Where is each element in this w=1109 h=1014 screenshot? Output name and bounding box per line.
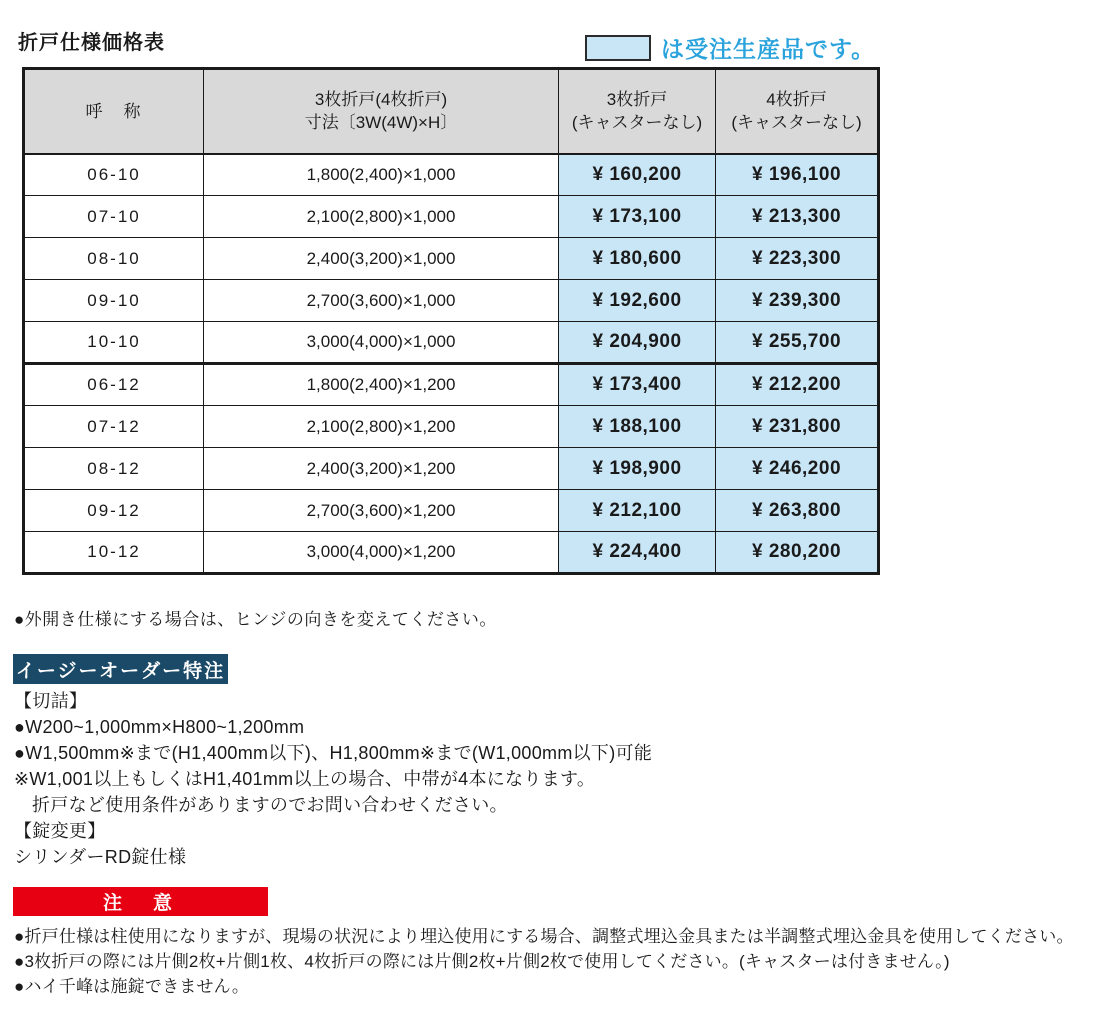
page-header: [0, 0, 1109, 62]
cell-price-3panel: ¥ 160,200: [559, 154, 716, 196]
cell-name: 10-12: [24, 532, 204, 574]
caution-banner-label: 注 意: [102, 893, 178, 914]
cell-price-3panel: ¥ 224,400: [559, 532, 716, 574]
kiritsume-line: 折戸など使用条件がありますのでお問い合わせください。: [32, 795, 508, 815]
table-row: [24, 238, 879, 280]
cell-dimensions: 2,400(3,200)×1,000: [204, 238, 559, 280]
table-row: [24, 196, 879, 238]
legend-label: は受注生産品です。: [661, 36, 876, 62]
cell-dimensions: 2,100(2,800)×1,200: [204, 406, 559, 448]
header-3panel-line2: (キャスターなし): [571, 113, 703, 133]
cell-price-3panel: ¥ 188,100: [559, 406, 716, 448]
cell-name: 07-12: [24, 406, 204, 448]
legend-color-swatch: [585, 35, 651, 61]
header-3panel-line1: 3枚折戸: [606, 90, 668, 110]
cell-price-4panel: ¥ 280,200: [716, 532, 879, 574]
cell-name: 09-10: [24, 280, 204, 322]
price-table: [22, 67, 880, 575]
cell-dimensions: 2,400(3,200)×1,200: [204, 448, 559, 490]
page-title: 折戸仕様価格表: [18, 32, 165, 54]
table-row: [24, 406, 879, 448]
kiritsume-line: ●W1,500mm※まで(H1,400mm以下)、H1,800mm※まで(W1,000mm以下)可能: [14, 743, 653, 763]
cell-price-3panel: ¥ 192,600: [559, 280, 716, 322]
header-name: [24, 69, 204, 154]
easy-order-section: [14, 688, 1109, 870]
caution-item: ●3枚折戸の際には片側2枚+片側1枚、4枚折戸の際には片側2枚+片側2枚で使用してください。(キャスターは付きません。): [14, 952, 950, 971]
cell-dimensions: 2,700(3,600)×1,000: [204, 280, 559, 322]
caution-item: ●ハイ千峰は施錠できません。: [14, 977, 250, 996]
cell-price-4panel: ¥ 239,300: [716, 280, 879, 322]
header-4panel-price: [716, 69, 879, 154]
cell-price-3panel: ¥ 212,100: [559, 490, 716, 532]
cell-name: 07-10: [24, 196, 204, 238]
easy-order-banner: [13, 654, 228, 684]
cell-dimensions: 3,000(4,000)×1,200: [204, 532, 559, 574]
table-header-row: [24, 69, 879, 154]
cell-name: 10-10: [24, 322, 204, 364]
kiritsume-line: ※W1,001以上もしくはH1,401mm以上の場合、中帯が4本になります。: [14, 769, 596, 789]
cell-price-4panel: ¥ 212,200: [716, 364, 879, 406]
table-row: [24, 448, 879, 490]
lock-change-line: シリンダーRD錠仕様: [14, 847, 187, 867]
table-row: [24, 532, 879, 574]
kiritsume-heading: 【切詰】: [14, 691, 88, 711]
cell-name: 09-12: [24, 490, 204, 532]
cell-name: 08-10: [24, 238, 204, 280]
hinge-note: ●外開き仕様にする場合は、ヒンジの向きを変えてください。: [14, 610, 497, 629]
cell-dimensions: 2,100(2,800)×1,000: [204, 196, 559, 238]
cell-dimensions: 2,700(3,600)×1,200: [204, 490, 559, 532]
table-row: [24, 322, 879, 364]
cell-price-4panel: ¥ 213,300: [716, 196, 879, 238]
cell-dimensions: 1,800(2,400)×1,000: [204, 154, 559, 196]
header-dimensions: [204, 69, 559, 154]
lock-change-heading: 【錠変更】: [14, 821, 106, 841]
table-row: [24, 154, 879, 196]
header-3panel-price: [559, 69, 716, 154]
easy-order-banner-label: イージーオーダー特注: [15, 660, 226, 682]
header-4panel-line1: 4枚折戸: [766, 90, 827, 110]
cell-name: 06-12: [24, 364, 204, 406]
caution-item: ●折戸仕様は柱使用になりますが、現場の状況により埋込使用にする場合、調整式埋込金具または半調整式埋込金具を使用してください。: [14, 927, 1074, 946]
header-4panel-line2: (キャスターなし): [731, 113, 862, 133]
cell-price-4panel: ¥ 263,800: [716, 490, 879, 532]
cell-price-3panel: ¥ 198,900: [559, 448, 716, 490]
table-row: [24, 490, 879, 532]
table-row: [24, 280, 879, 322]
cell-price-4panel: ¥ 246,200: [716, 448, 879, 490]
header-name-label: 呼 称: [85, 101, 143, 121]
cell-price-3panel: ¥ 173,100: [559, 196, 716, 238]
cell-price-4panel: ¥ 223,300: [716, 238, 879, 280]
cell-price-4panel: ¥ 255,700: [716, 322, 879, 364]
cell-price-3panel: ¥ 173,400: [559, 364, 716, 406]
cell-name: 08-12: [24, 448, 204, 490]
kiritsume-line: ●W200~1,000mm×H800~1,200mm: [14, 717, 305, 737]
cell-price-4panel: ¥ 231,800: [716, 406, 879, 448]
cell-dimensions: 1,800(2,400)×1,200: [204, 364, 559, 406]
caution-notes: [14, 924, 1109, 999]
cell-price-3panel: ¥ 204,900: [559, 322, 716, 364]
cell-price-4panel: ¥ 196,100: [716, 154, 879, 196]
cell-name: 06-10: [24, 154, 204, 196]
cell-price-3panel: ¥ 180,600: [559, 238, 716, 280]
cell-dimensions: 3,000(4,000)×1,000: [204, 322, 559, 364]
header-dimensions-line2: 寸法〔3W(4W)×H〕: [304, 113, 458, 133]
caution-banner: [13, 887, 268, 916]
header-dimensions-line1: 3枚折戸(4枚折戸): [314, 90, 448, 110]
table-row: [24, 364, 879, 406]
made-to-order-legend: [585, 31, 875, 64]
